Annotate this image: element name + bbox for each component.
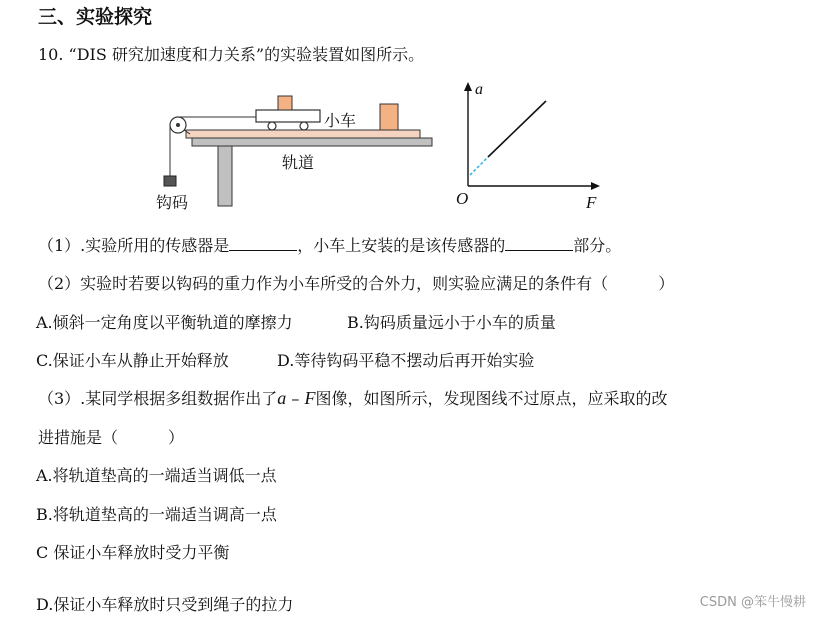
part1-suffix: 部分。 — [573, 236, 622, 255]
part3-formula-f: F — [304, 388, 316, 408]
part3-prompt-line2-text: 进措施是（ — [38, 428, 119, 447]
track — [186, 130, 420, 138]
sensor-block-cart — [278, 96, 292, 110]
part2-option-d[interactable]: D.等待钩码平稳不摆动后再开始实验 — [277, 351, 535, 370]
part2-option-b[interactable]: B.钩码质量远小于小车的质量 — [347, 313, 556, 332]
track-label: 轨道 — [282, 153, 315, 172]
stand-leg — [218, 144, 232, 206]
part2-option-c[interactable]: C.保证小车从静止开始释放 — [36, 351, 229, 370]
part3-close: ） — [168, 428, 185, 447]
a-f-graph — [452, 80, 612, 212]
graph-origin-label: O — [456, 189, 469, 208]
graph-y-label: a — [475, 81, 483, 98]
watermark: CSDN @笨牛慢耕 — [699, 595, 806, 610]
sensor-block-track — [380, 104, 398, 130]
graph-data-line — [488, 101, 546, 157]
part3-prompt-pre: （3）.某同学根据多组数据作出了 — [38, 389, 278, 408]
graph-dashed-extension — [470, 157, 488, 175]
part2-close: ） — [658, 274, 675, 293]
part1-blank-2[interactable] — [505, 236, 573, 251]
part3-formula-dash: – — [286, 389, 305, 408]
part1 — [38, 233, 621, 256]
graph-x-arrow — [591, 182, 600, 190]
part3-prompt — [38, 386, 667, 409]
part3-option-c[interactable]: C 保证小车释放时受力平衡 — [36, 543, 230, 562]
graph-y-arrow — [464, 82, 472, 91]
part2-option-a[interactable]: A.倾斜一定角度以平衡轨道的摩擦力 — [36, 313, 293, 332]
part3-prompt-line2 — [38, 425, 184, 448]
part3-option-b[interactable]: B.将轨道垫高的一端适当调高一点 — [36, 505, 277, 524]
part1-blank-1[interactable] — [229, 236, 297, 251]
part1-middle: ，小车上安装的是该传感器的 — [297, 236, 506, 255]
cart-wheel-right — [300, 122, 308, 130]
table-top — [192, 138, 432, 146]
hook-weight — [164, 176, 176, 186]
section-title: 三、实验探究 — [38, 6, 153, 28]
weight-label: 钩码 — [156, 193, 189, 212]
part3-formula-a: a — [277, 388, 287, 408]
part1-prefix: （1）.实验所用的传感器是 — [38, 236, 230, 255]
part2-prompt-text: （2）实验时若要以钩码的重力作为小车所受的合外力，则实验应满足的条件有（ — [38, 274, 609, 293]
cart-wheel-left — [268, 122, 276, 130]
question-stem: 10. “DIS 研究加速度和力关系”的实验装置如图所示。 — [38, 45, 425, 64]
graph-x-label: F — [586, 193, 597, 212]
cart-body — [256, 110, 320, 122]
apparatus-figure — [150, 86, 450, 216]
part3-prompt-post: 图像，如图所示，发现图线不过原点，应采取的改 — [315, 389, 668, 408]
part3-option-d[interactable]: D.保证小车释放时只受到绳子的拉力 — [36, 595, 294, 614]
cart-label: 小车 — [324, 111, 357, 130]
part2-prompt — [38, 271, 674, 294]
part3-option-a[interactable]: A.将轨道垫高的一端适当调低一点 — [36, 466, 277, 485]
pulley-axle — [176, 123, 180, 127]
